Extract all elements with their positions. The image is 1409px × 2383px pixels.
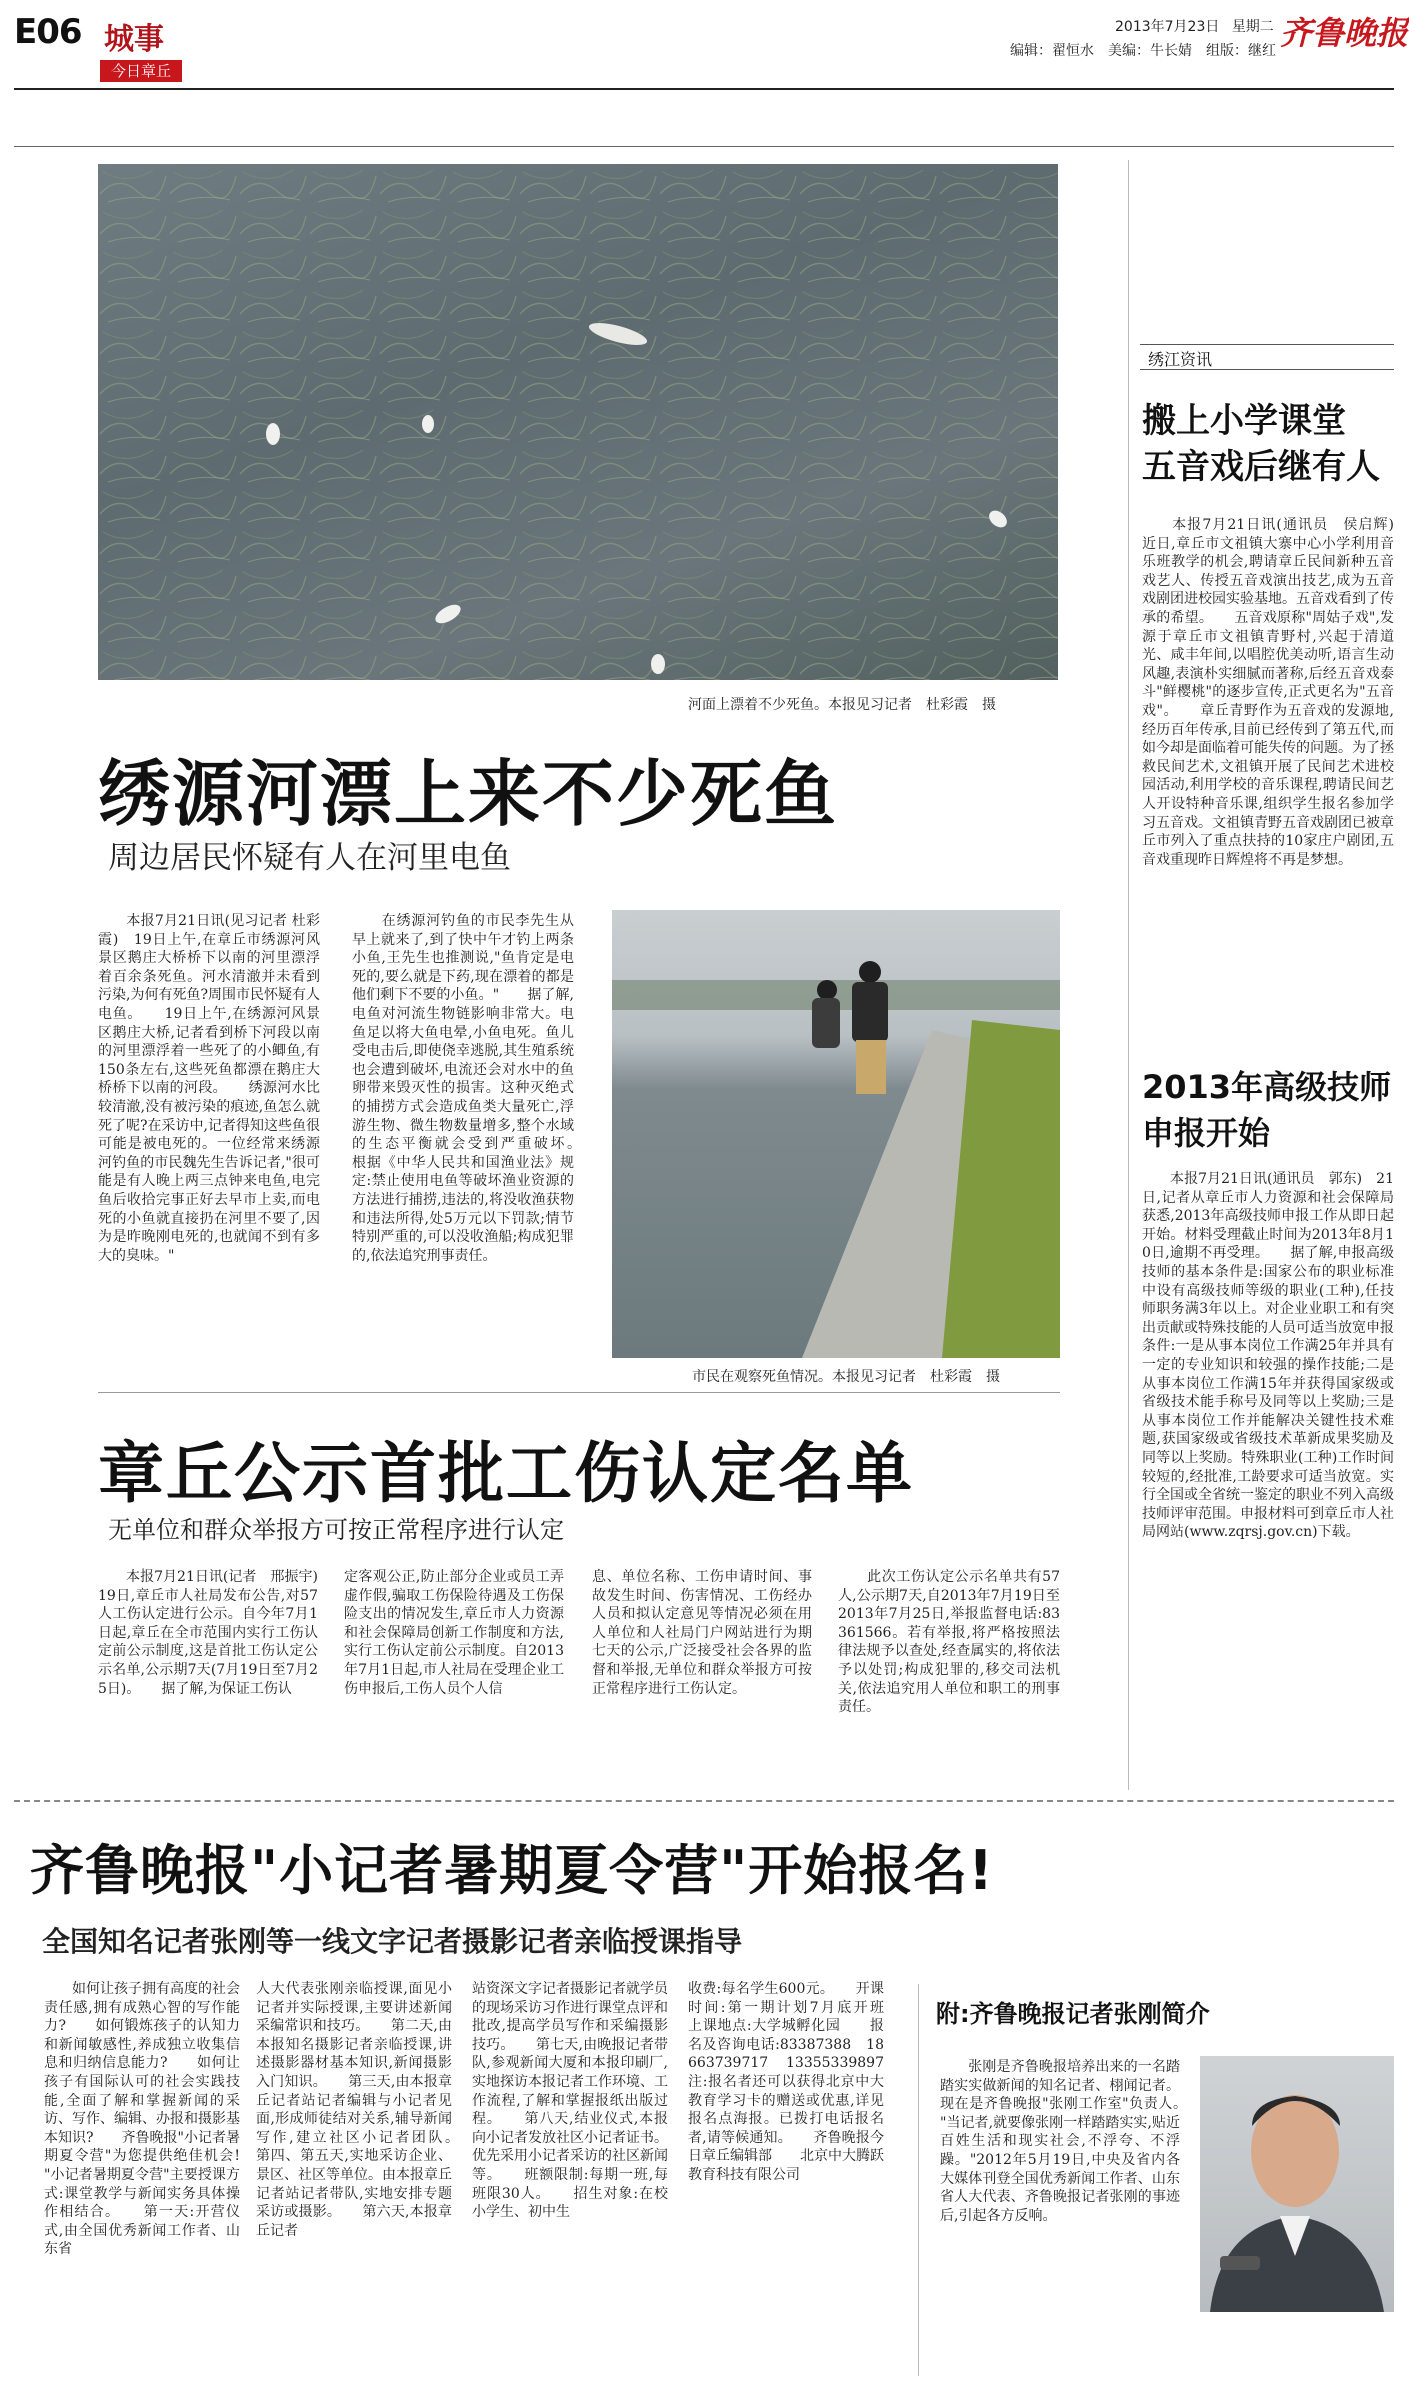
sidebar-headline-2: 2013年高级技师 申报开始 xyxy=(1142,1068,1392,1152)
sidebar-headline-1: 搬上小学课堂 五音戏后继有人 xyxy=(1142,401,1380,487)
header-rule xyxy=(14,88,1394,90)
newspaper-logo: 齐鲁晚报 xyxy=(1280,14,1409,52)
story3-col2: 人大代表张刚亲临授课,面见小记者并实际授课,主要讲述新闻采编常识和技巧。 第二天,由本报知名摄影记者亲临授课,讲述摄影器材基本知识,新闻摄影入门知识。 第三天,由本报章丘记者站记者编辑与小记者见面,形成师徒结对关系,辅导新闻写作,建立社区小记者团队。 第四、第五天,实地采访企业、景区、社区等单位。由本报章丘记者站记者带队,实地安排专题采访或摄影。 第六天,本报章丘记者 xyxy=(256,1981,452,2239)
story2-col4: 此次工伤认定公示名单共有57人,公示期7天,自2013年7月19日至2013年7月25日,举报监督电话:83361566。若有举报,将严格按照法律法规予以查处,经查属实的,将依法予以处罚;构成犯罪的,移交司法机关,依法追究用人单位和职工的刑事责任。 xyxy=(838,1569,1060,1716)
dead-fish xyxy=(651,654,665,674)
river-photo-caption: 河面上漂着不少死鱼。本报见习记者 杜彩霞 摄 xyxy=(688,697,996,713)
dead-fish xyxy=(422,415,434,433)
bio-divider xyxy=(918,1984,919,2376)
story2-subhead: 无单位和群众举报方可按正常程序进行认定 xyxy=(108,1516,564,1544)
story1-headline: 绣源河漂上来不少死鱼 xyxy=(98,752,839,836)
river-dead-fish-photo xyxy=(98,164,1058,680)
river-photo-art xyxy=(98,164,1058,680)
zhang-gang-portrait xyxy=(1200,2056,1394,2312)
story3-headline: 齐鲁晚报"小记者暑期夏令营"开始报名! xyxy=(30,1839,994,1902)
story3-subhead: 全国知名记者张刚等一线文字记者摄影记者亲临授课指导 xyxy=(42,1925,743,1958)
bio-body: 张刚是齐鲁晚报培养出来的一名踏踏实实做新闻的知名记者、栩闻记者。现在是齐鲁晚报"张刚工作室"负责人。 "当记者,就要像张刚一样踏踏实实,贴近百姓生活和现实社会,不浮夸、不浮躁。"2012年5月19日,中央及省内各大媒体刊登全国优秀新闻工作者、山东省人大代表、齐鲁晚报记者张刚的事迹后,引起各方反响。 xyxy=(940,2059,1180,2224)
story1-bottom-rule xyxy=(98,1392,1060,1393)
header-date xyxy=(1115,16,1274,36)
page-code: E06 xyxy=(14,12,82,52)
sub-section-badge: 今日章丘 xyxy=(100,60,182,82)
story1-subhead: 周边居民怀疑有人在河里电鱼 xyxy=(108,840,511,876)
weekday-text: 星期二 xyxy=(1231,19,1274,35)
story2-col3: 息、单位名称、工伤申请时间、事故发生时间、伤害情况、工伤经办人员和拟认定意见等情况必须在用人单位和人社局门户网站进行为期七天的公示,广泛接受社会各界的监督和举报,无单位和群众举报方可按正常程序进行工伤认定。 xyxy=(592,1569,812,1697)
story1-col2: 在绣源河钓鱼的市民李先生从早上就来了,到了快中午才钓上两条小鱼,王先生也推测说,"鱼肯定是电死的,要么就是下药,现在漂着的都是他们剩下不要的小鱼。" 据了解,电鱼对河流生物链影响非常大。电鱼足以将大鱼电晕,小鱼电死。鱼儿受电击后,即使侥幸逃脱,其生殖系统也会遭到破坏,电流还会对水中的鱼卵带来毁灭性的损害。这种灭绝式的捕捞方式会造成鱼类大量死亡,浮游生物、微生物数量增多,整个水域的生态平衡就会受到严重破坏。 根据《中华人民共和国渔业法》规定:禁止使用电鱼等破坏渔业资源的方法进行捕捞,违法的,将没收渔获物和违法所得,处5万元以下罚款;情节特别严重的,可以没收渔船;构成犯罪的,依法追究刑事责任。 xyxy=(352,913,574,1264)
date-text: 2013年7月23日 xyxy=(1115,19,1220,35)
story2-col1: 本报7月21日讯(记者 邢振宇) 19日,章丘市人社局发布公告,对57人工伤认定进行公示。自今年7月1日起,章丘在全市范围内实行工伤认定前公示制度,这是首批工伤认定公示名单,公示期7天(7月19日至7月25日)。 据了解,为保证工伤认 xyxy=(98,1569,318,1697)
story1-col1: 本报7月21日讯(见习记者 杜彩霞) 19日上午,在章丘市绣源河风景区鹅庄大桥桥下以南的河里漂浮着百余条死鱼。河水清澈并未看到污染,为何有死鱼?周围市民怀疑有人电鱼。 19日上午,在绣源河风景区鹅庄大桥,记者看到桥下河段以南的河里漂浮着一些死了的小鲫鱼,有150条左右,这些死鱼都漂在鹅庄大桥桥下以南的河段。 绣源河水比较清澈,没有被污染的痕迹,鱼怎么就死了呢?在采访中,记者得知这些鱼很可能是被电死的。一位经常来绣源河钓鱼的市民魏先生告诉记者,"很可能是有人晚上两三点钟来电鱼,电完鱼后收拾完事正好去早市上卖,而电死的小鱼就直接扔在河里不要了,因为是昨晚刚电死的,也就闻不到有多大的臭味。" xyxy=(98,913,320,1264)
story3-col3: 站资深文字记者摄影记者就学员的现场采访习作进行课堂点评和批改,提高学员写作和采编摄影技巧。 第七天,由晚报记者带队,参观新闻大厦和本报印刷厂,实地探访本报记者工作环境、工作流程,了解和掌握报纸出版过程。 第八天,结业仪式,本报向小记者发放社区小记者证书。优先采用小记者采访的社区新闻等。 班额限制:每期一班,每班限30人。 招生对象:在校小学生、初中生 xyxy=(472,1981,668,2221)
sidebar-divider xyxy=(1128,160,1129,1790)
top-content-rule xyxy=(14,146,1394,147)
story2-headline: 章丘公示首批工伤认定名单 xyxy=(98,1435,914,1512)
header-editors: 编辑：翟恒水 美编：牛长婧 组版：继红 xyxy=(1010,43,1276,59)
story2-col2: 定客观公正,防止部分企业或员工弄虚作假,骗取工伤保险待遇及工伤保险支出的情况发生,章丘市人力资源和社会保障局创新工作制度和方法,实行工伤认定前公示制度。自2013年7月1日起,市人社局在受理企业工伤申报后,工伤人员个人信 xyxy=(344,1569,564,1697)
sidebar-body-1: 本报7月21日讯(通讯员 侯启辉) 近日,章丘市文祖镇大寨中心小学利用音乐班教学的机会,聘请章丘民间新种五音戏艺人、传授五音戏演出技艺,成为五音戏剧团进校园实验基地。五音戏看到了传承的希望。 五音戏原称"周姑子戏",发源于章丘市文祖镇青野村,兴起于清道光、咸丰年间,以唱腔优美动听,语言生动风趣,表演朴实细腻而著称,后经五音戏泰斗"鲜樱桃"的逐步宣传,正式更名为"五音戏"。 章丘青野作为五音戏的发源地,经历百年传承,目前已经传到了第五代,而如今却是面临着可能失传的问题。为了拯救民间艺术,文祖镇开展了民间艺术进校园活动,利用学校的音乐课程,聘请民间艺人开设特种音乐课,组织学生报名参加学习五音戏。文祖镇青野五音戏剧团已被章丘市列入了重点扶持的10家庄户剧团,五音戏重现昨日辉煌将不再是梦想。 xyxy=(1142,517,1394,868)
portrait-art xyxy=(1200,2056,1394,2312)
residents-photo-art xyxy=(612,910,1060,1358)
residents-observing-photo xyxy=(612,910,1060,1358)
bio-title: 附:齐鲁晚报记者张刚简介 xyxy=(936,2000,1210,2028)
dead-fish xyxy=(266,423,280,445)
sidebar-body-2: 本报7月21日讯(通讯员 郭东) 21日,记者从章丘市人力资源和社会保障局获悉,2013年高级技师申报工作从即日起开始。材料受理截止时间为2013年8月10日,逾期不再受理。 据了解,申报高级技师的基本条件是:国家公布的职业标准中设有高级技师等级的职业(工种),任技师职务满3年以上。对企业业职工和有突出贡献或特殊技能的人员可适当放宽申报条件:一是从事本岗位工作满25年并具有一定的专业知识和较强的操作技能;二是从事本岗位工作满15年并获得国家级或省级技术能手称号及同等以上奖励;三是从事本岗位工作并能解决关键性技术难题,获国家级或省级技术革新成果奖励及同等以上奖励。特殊职业(工种)工作时间较短的,经批准,工龄要求可适当放宽。实行全国或全省统一鉴定的职业不列入高级技师评审范围。申报材料可到章丘市人社局网站(www.zqrsj.gov.cn)下载。 xyxy=(1142,1171,1394,1541)
story3-col4: 收费:每名学生600元。 开课时间:第一期计划7月底开班 上课地点:大学城孵化园 报名及咨询电话:83387388 18663739717 13355339897 注:报名者还可以获得北京中大教育学习卡的赠送或优惠,详见报名点海报。已拨打电话报名者,请等候通知。 齐鲁晚报今日章丘编辑部 北京中大腾跃教育科技有限公司 xyxy=(688,1981,884,2183)
sidebar-label: 绣江资讯 xyxy=(1148,350,1213,369)
sidebar-label-box xyxy=(1140,344,1394,370)
section-title: 城事 xyxy=(104,22,164,57)
residents-photo-caption: 市民在观察死鱼情况。本报见习记者 杜彩霞 摄 xyxy=(692,1369,1000,1385)
story3-top-rule xyxy=(14,1800,1394,1802)
story3-col1: 如何让孩子拥有高度的社会责任感,拥有成熟心智的写作能力? 如何锻炼孩子的认知力和新闻敏感性,养成独立收集信息和归纳信息能力? 如何让孩子有国际认可的社会实践技能,全面了解和掌握新闻的采访、写作、编辑、办报和摄影基本知识? 齐鲁晚报"小记者暑期夏令营"为您提供绝佳机会! "小记者暑期夏令营"主要授课方式:课堂教学与新闻实务具体操作相结合。 第一天:开营仪式,由全国优秀新闻工作者、山东省 xyxy=(44,1981,240,2258)
